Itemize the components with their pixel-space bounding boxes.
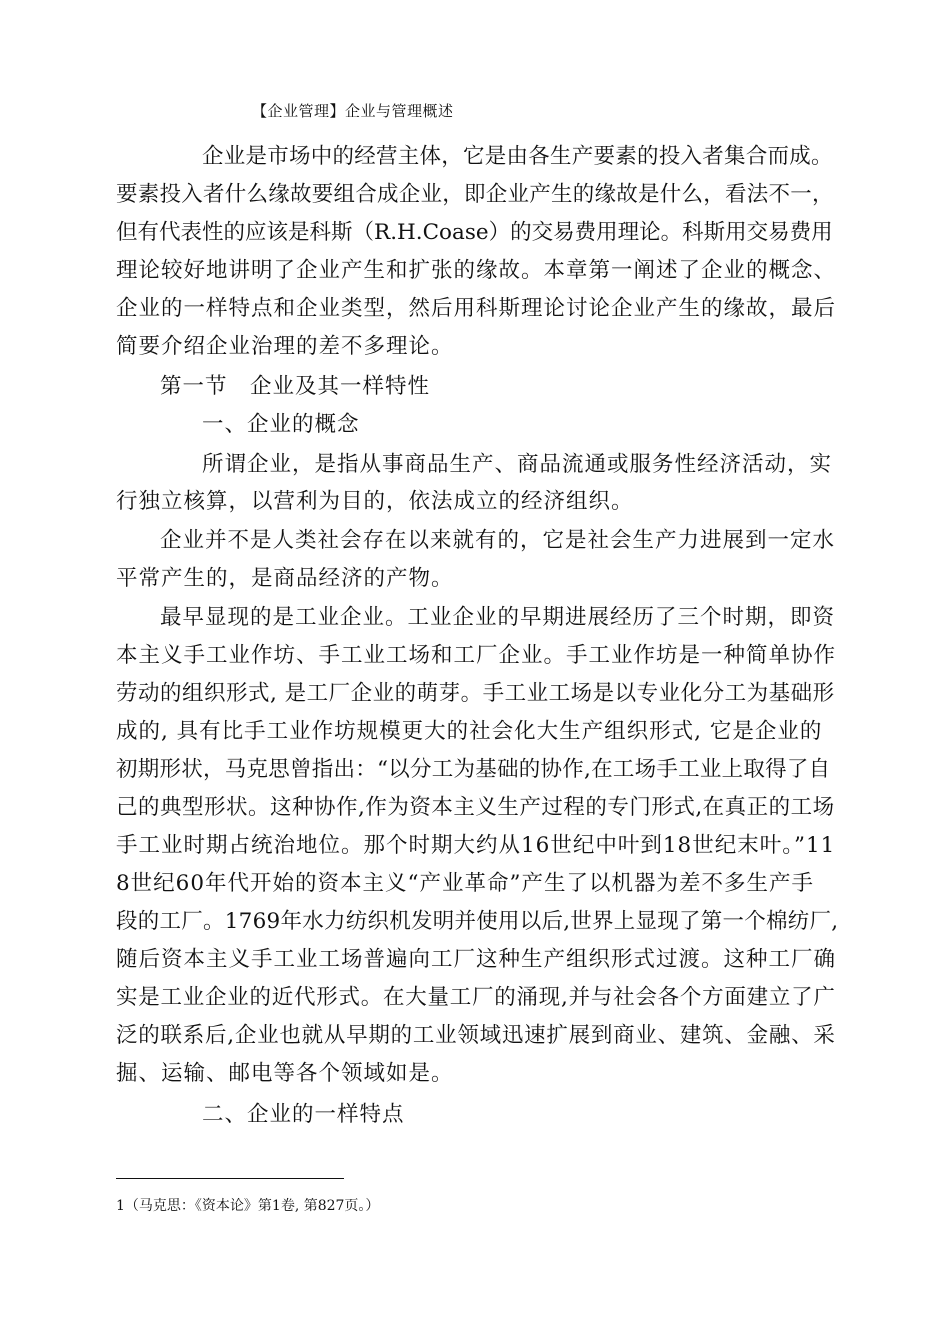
text-line: 实是工业企业的近代形式。在大量工厂的涌现,并与社会各个方面建立了广 — [116, 985, 836, 1010]
text-line: 企业的一样特点和企业类型，然后用科斯理论讨论企业产生的缘故，最后 — [116, 296, 837, 321]
page-header: 【企业管理】企业与管理概述 — [252, 102, 454, 120]
text-line: 平常产生的，是商品经济的产物。 — [116, 566, 454, 591]
text-line: 最早显现的是工业企业。工业企业的早期进展经历了三个时期，即资 — [160, 605, 836, 630]
footnote: 1（马克思：《资本论》第1卷, 第827页。） — [116, 1198, 380, 1214]
text-line: 所谓企业，是指从事商品生产、商品流通或服务性经济活动，实 — [202, 452, 833, 477]
text-line: 段的工厂。1769年水力纺织机发明并使用以后,世界上显现了第一个棉纺厂, — [116, 909, 839, 934]
text-line: 简要介绍企业治理的差不多理论。 — [116, 334, 454, 359]
text-line: 企业并不是人类社会存在以来就有的，它是社会生产力进展到一定水 — [160, 528, 836, 553]
subsection-heading: 一、企业的概念 — [202, 412, 360, 437]
text-line: 初期形状，马克思曾指出：“以分工为基础的协作,在工场手工业上取得了自 — [116, 757, 831, 782]
text-line: 理论较好地讲明了企业产生和扩张的缘故。本章第一阐述了企业的概念、 — [116, 258, 837, 283]
footnote-divider — [116, 1178, 344, 1179]
text-line: 但有代表性的应该是科斯（R.H.Coase）的交易费用理论。科斯用交易费用 — [116, 220, 833, 245]
text-line: 本主义手工业作坊、手工业工场和工厂企业。手工业作坊是一种简单协作 — [116, 643, 837, 668]
text-line: 己的典型形状。这种协作,作为资本主义生产过程的专门形式,在真正的工场 — [116, 795, 835, 820]
text-line: 掘、运输、邮电等各个领域如是。 — [116, 1061, 454, 1086]
text-line: 随后资本主义手工业工场普遍向工厂这种生产组织形式过渡。这种工厂确 — [116, 947, 837, 972]
subsection-heading: 二、企业的一样特点 — [202, 1102, 405, 1127]
text-line: 行独立核算，以营利为目的，依法成立的经济组织。 — [116, 489, 634, 514]
text-line: 要素投入者什么缘故要组合成企业，即企业产生的缘故是什么，看法不一， — [116, 182, 834, 207]
text-line: 8世纪60年代开始的资本主义“产业革命”产生了以机器为差不多生产手 — [116, 871, 815, 896]
text-line: 手工业时期占统治地位。那个时期大约从16世纪中叶到18世纪末叶。”11 — [116, 833, 836, 858]
text-line: 泛的联系后,企业也就从早期的工业领域迅速扩展到商业、建筑、金融、采 — [116, 1023, 836, 1048]
text-line: 企业是市场中的经营主体，它是由各生产要素的投入者集合而成。 — [202, 144, 833, 169]
text-line: 成的, 具有比手工业作坊规模更大的社会化大生产组织形式, 它是企业的 — [116, 719, 823, 744]
section-heading: 第一节 企业及其一样特性 — [160, 374, 431, 399]
text-line: 劳动的组织形式, 是工厂企业的萌芽。手工业工场是以专业化分工为基础形 — [116, 681, 835, 706]
